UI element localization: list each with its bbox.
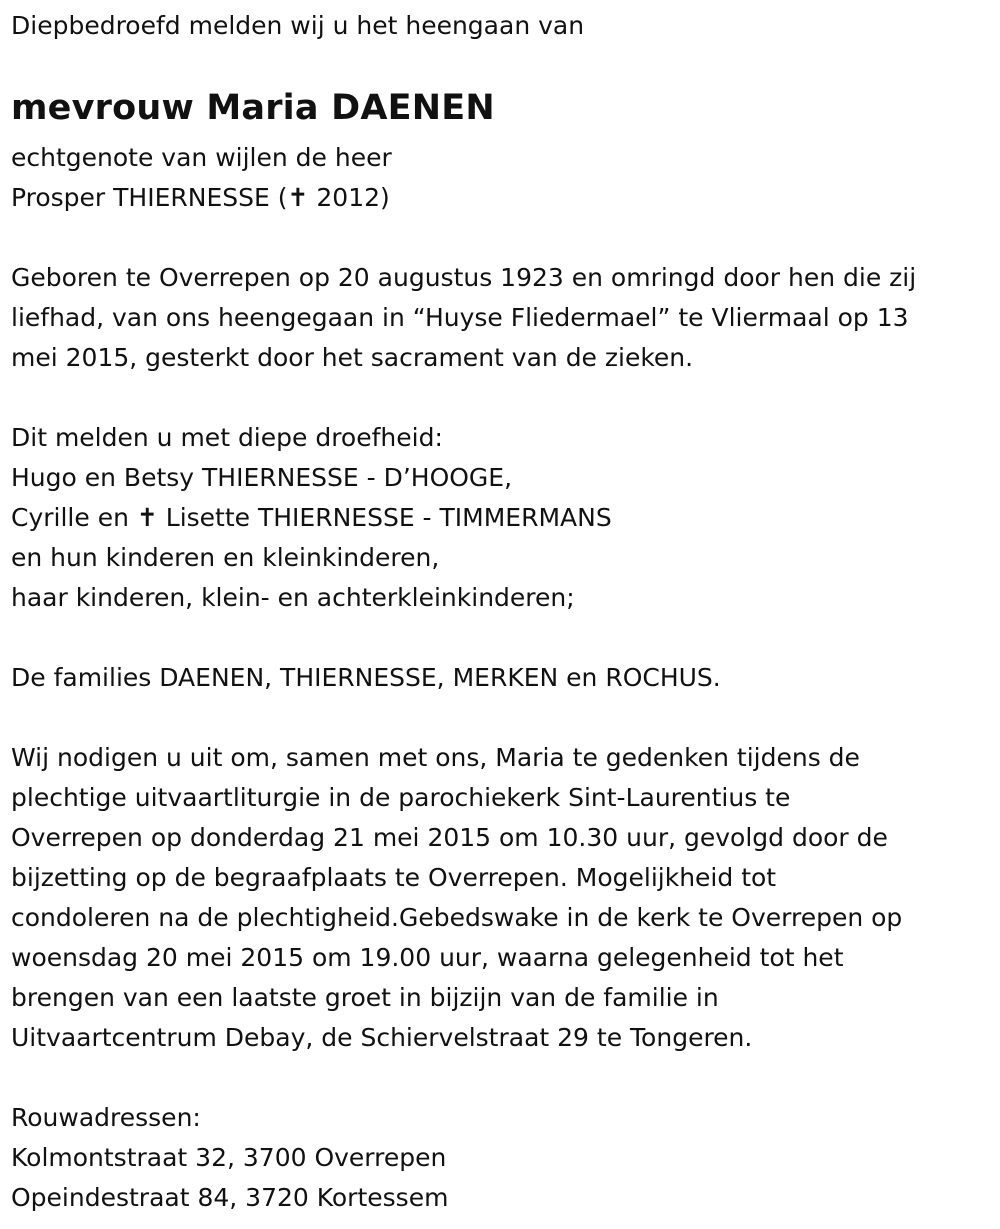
mourners-line: Cyrille en ✝ Lisette THIERNESSE - TIMMERMANS bbox=[11, 503, 612, 532]
spouse-line-2: Prosper THIERNESSE (✝ 2012) bbox=[11, 183, 390, 212]
invitation-line: plechtige uitvaartliturgie in de parochiekerk Sint-Laurentius te bbox=[11, 783, 791, 812]
invitation-line: Wij nodigen u uit om, samen met ons, Maria te gedenken tijdens de bbox=[11, 743, 860, 772]
spacer bbox=[11, 1058, 986, 1098]
mourners-line: haar kinderen, klein- en achterkleinkinderen; bbox=[11, 583, 575, 612]
spacer bbox=[11, 618, 986, 658]
spouse-line-1: echtgenote van wijlen de heer bbox=[11, 143, 392, 172]
address-line: Kolmontstraat 32, 3700 Overrepen bbox=[11, 1143, 447, 1172]
spacer bbox=[11, 698, 986, 738]
invitation-line: Overrepen op donderdag 21 mei 2015 om 10.30 uur, gevolgd door de bbox=[11, 823, 888, 852]
deceased-name: mevrouw Maria DAENEN bbox=[11, 88, 495, 128]
birth-death-line: mei 2015, gesterkt door het sacrament van de zieken. bbox=[11, 343, 694, 372]
address-line: Opeindestraat 84, 3720 Kortessem bbox=[11, 1183, 449, 1212]
mourners-line: en hun kinderen en kleinkinderen, bbox=[11, 543, 440, 572]
invitation-line: woensdag 20 mei 2015 om 19.00 uur, waarna gelegenheid tot het bbox=[11, 943, 844, 972]
obituary-notice bbox=[11, 0, 986, 1218]
spacer bbox=[11, 378, 986, 418]
invitation-line: brengen van een laatste groet in bijzijn van de familie in bbox=[11, 983, 719, 1012]
invitation-line: Uitvaartcentrum Debay, de Schiervelstraat 29 te Tongeren. bbox=[11, 1023, 753, 1052]
mourners-line: Dit melden u met diepe droefheid: bbox=[11, 423, 443, 452]
birth-death-line: Geboren te Overrepen op 20 augustus 1923 en omringd door hen die zij bbox=[11, 263, 917, 292]
invitation-line: condoleren na de plechtigheid.Gebedswake in de kerk te Overrepen op bbox=[11, 903, 903, 932]
birth-death-line: liefhad, van ons heengegaan in “Huyse Fliedermael” te Vliermaal op 13 bbox=[11, 303, 909, 332]
spacer bbox=[11, 46, 986, 78]
invitation-line: bijzetting op de begraafplaats te Overrepen. Mogelijkheid tot bbox=[11, 863, 777, 892]
addresses-heading: Rouwadressen: bbox=[11, 1103, 201, 1132]
mourners-line: Hugo en Betsy THIERNESSE - D’HOOGE, bbox=[11, 463, 513, 492]
spacer bbox=[11, 218, 986, 258]
families-line: De families DAENEN, THIERNESSE, MERKEN en ROCHUS. bbox=[11, 663, 721, 692]
intro-text: Diepbedroefd melden wij u het heengaan van bbox=[11, 11, 585, 40]
